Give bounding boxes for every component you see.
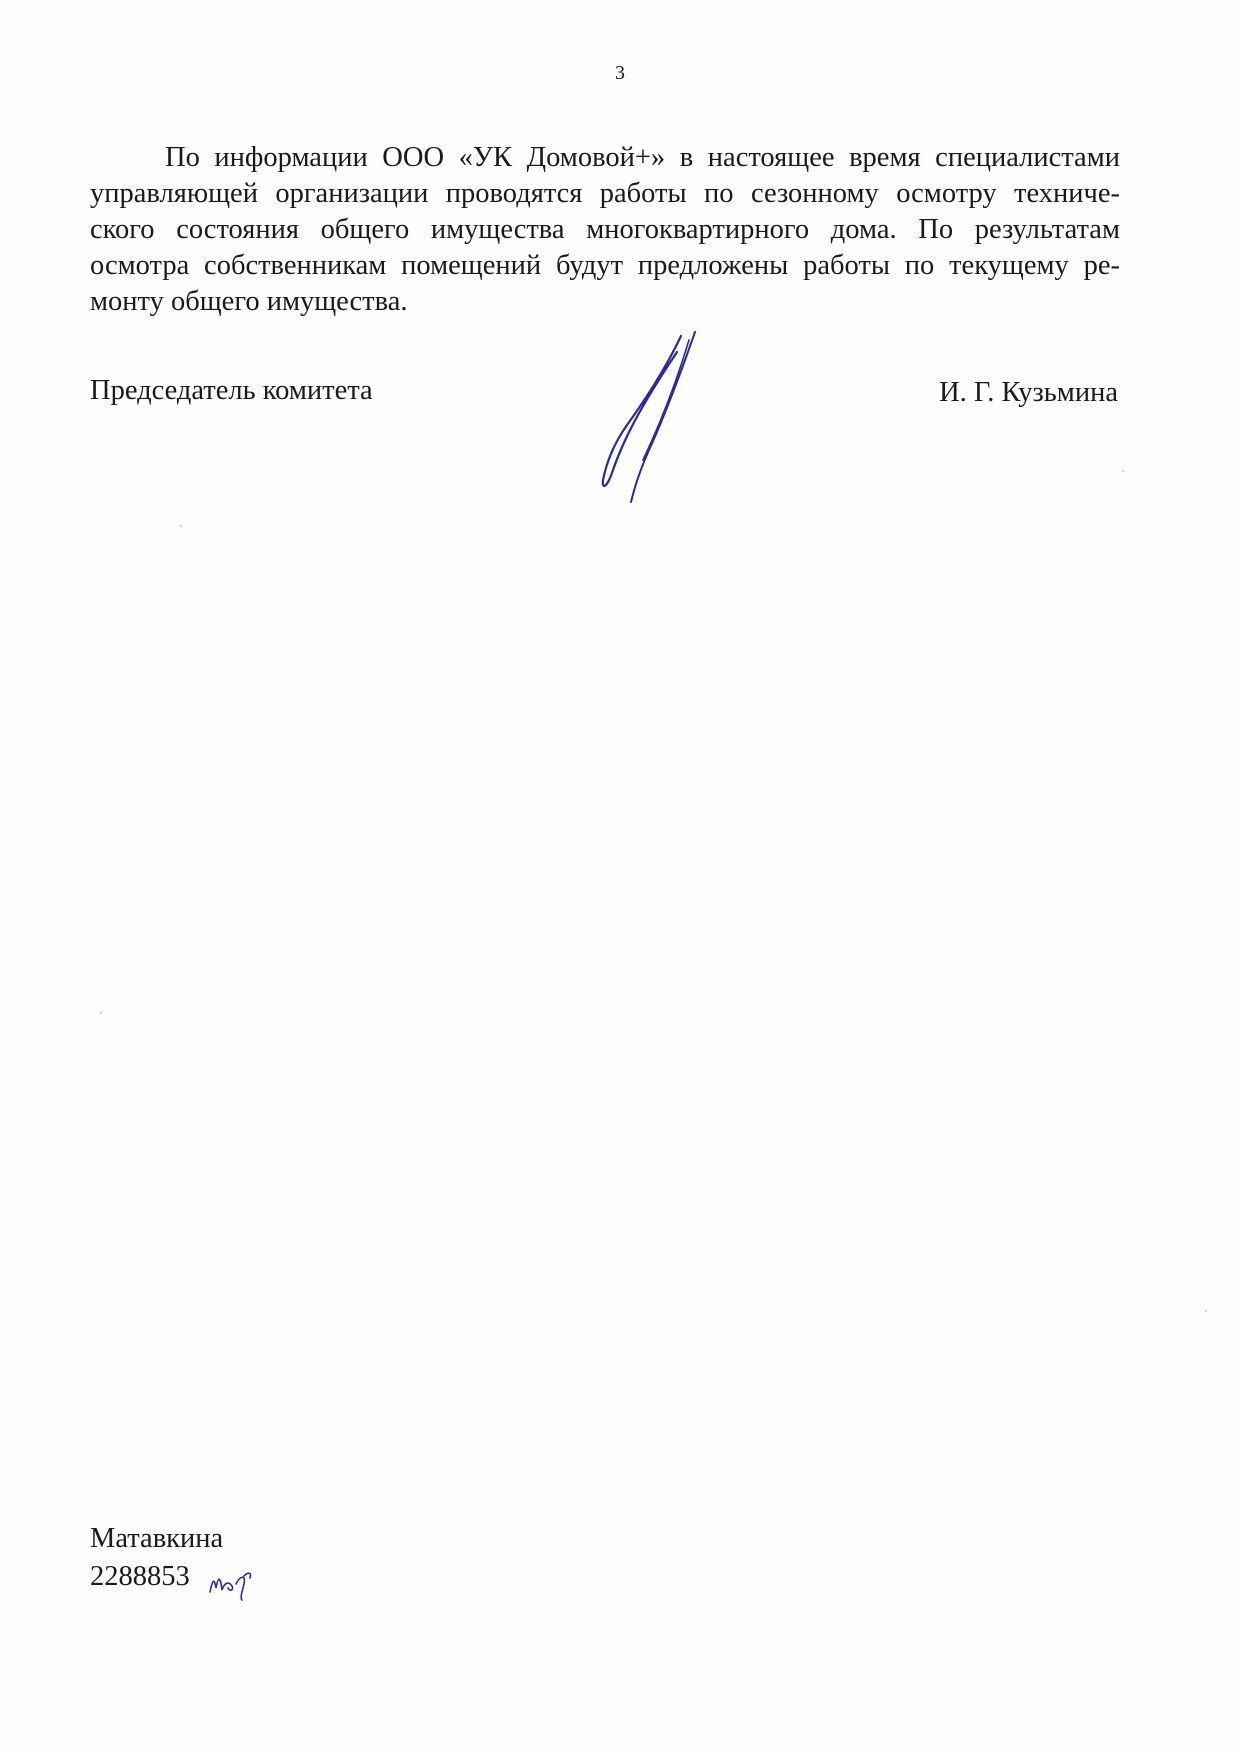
body-line: осмотра собственникам помещений будут предложены работы по текущему ре- — [90, 250, 1120, 281]
scan-speck — [100, 1012, 102, 1014]
signature-icon — [585, 330, 715, 505]
body-line: По информации ООО «УК Домовой+» в настоящее время специалистами — [165, 142, 1120, 173]
scan-speck — [180, 525, 182, 527]
executor-info — [90, 1520, 223, 1596]
page-number: 3 — [615, 62, 625, 84]
signer-position: Председатель комитета — [90, 375, 373, 406]
executor-name: Матавкина — [90, 1523, 224, 1554]
scan-speck — [1205, 1310, 1207, 1312]
body-line: монту общего имущества. — [90, 286, 408, 317]
scan-speck — [1122, 470, 1124, 472]
initials-icon — [206, 1562, 262, 1602]
body-line: управляющей организации проводятся работы по сезонному осмотру техниче- — [90, 178, 1120, 209]
body-line: ского состояния общего имущества многоквартирного дома. По результатам — [90, 214, 1120, 245]
executor-phone: 2288853 — [90, 1561, 190, 1592]
signer-name: И. Г. Кузьмина — [939, 377, 1118, 408]
body-paragraph — [90, 140, 1120, 320]
